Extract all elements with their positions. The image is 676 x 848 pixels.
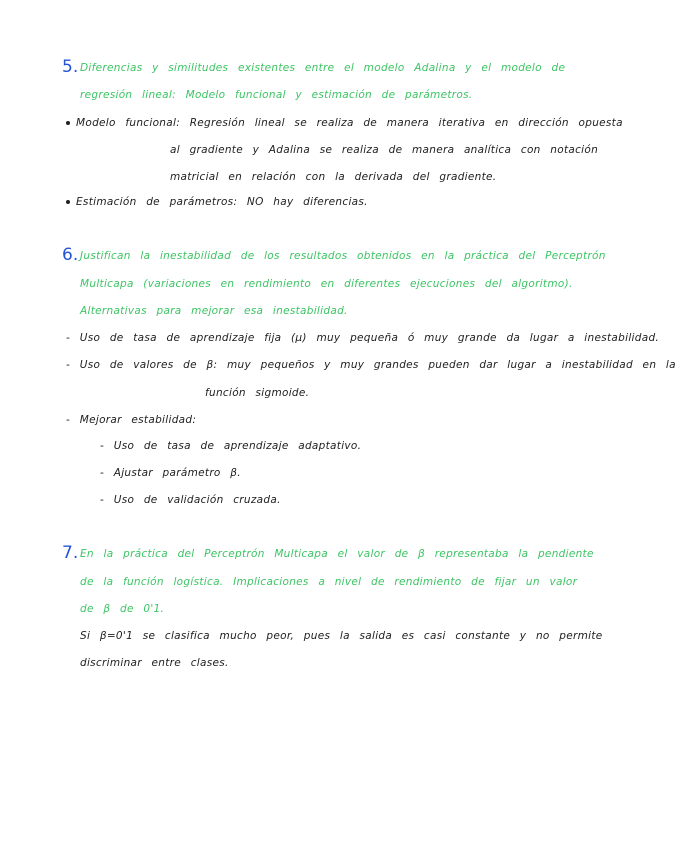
q7-answer-line-1: Si β=0'1 se clasifica mucho peor, pues la salida es casi constante y no permite (80, 630, 603, 642)
question-7-heading-line-2: de la función logística. Implicaciones a nivel de rendimiento de fijar un valor (80, 576, 578, 588)
question-5-heading-line-1: Diferencias y similitudes existentes entre el modelo Adalina y el modelo de (80, 62, 566, 74)
question-7-number: 7. (62, 543, 79, 563)
q6-dash-3: - Mejorar estabilidad: (66, 414, 197, 426)
question-5-heading-line-2: regresión lineal: Modelo funcional y estimación de parámetros. (80, 89, 473, 101)
question-7-heading-line-1: En la práctica del Perceptrón Multicapa el valor de β representaba la pendiente (80, 548, 594, 560)
q6-sub-item-2: - Ajustar parámetro β. (100, 467, 241, 479)
q5-bullet-1-line-3: matricial en relación con la derivada del gradiente. (170, 171, 497, 183)
q5-bullet-2-text: Estimación de parámetros: NO hay diferencias. (76, 196, 368, 208)
q5-bullet-1-line-2: al gradiente y Adalina se realiza de manera analítica con notación (170, 144, 599, 156)
question-6-number: 6. (62, 245, 79, 265)
question-7-heading-line-3: de β de 0'1. (80, 603, 165, 615)
q6-sub-item-3: - Uso de validación cruzada. (100, 494, 281, 506)
q6-dash-2-line-1: - Uso de valores de β: muy pequeños y muy grandes pueden dar lugar a inestabilidad en la (66, 359, 676, 371)
question-6-heading-line-1: Justifican la inestabilidad de los resultados obtenidos en la práctica del Perceptrón (80, 250, 606, 262)
q6-dash-1: - Uso de tasa de aprendizaje fija (μ) muy pequeña ó muy grande da lugar a inestabilidad. (66, 332, 660, 344)
q6-sub-item-1: - Uso de tasa de aprendizaje adaptativo. (100, 440, 362, 452)
q7-answer-line-2: discriminar entre clases. (80, 657, 229, 669)
q6-dash-2-line-2: función sigmoide. (205, 387, 310, 399)
question-6-heading-line-2: Multicapa (variaciones en rendimiento en diferentes ejecuciones del algoritmo). (80, 278, 573, 290)
bullet-dot-icon (66, 121, 70, 125)
q5-bullet-2-line-1 (66, 196, 368, 208)
q5-bullet-1-line-1 (66, 117, 623, 129)
question-6-heading-line-3: Alternativas para mejorar esa inestabilidad. (80, 305, 348, 317)
question-5-number: 5. (62, 57, 79, 77)
q5-bullet-1-text: Modelo funcional: Regresión lineal se realiza de manera iterativa en dirección opuesta (76, 117, 623, 129)
bullet-dot-icon (66, 200, 70, 204)
